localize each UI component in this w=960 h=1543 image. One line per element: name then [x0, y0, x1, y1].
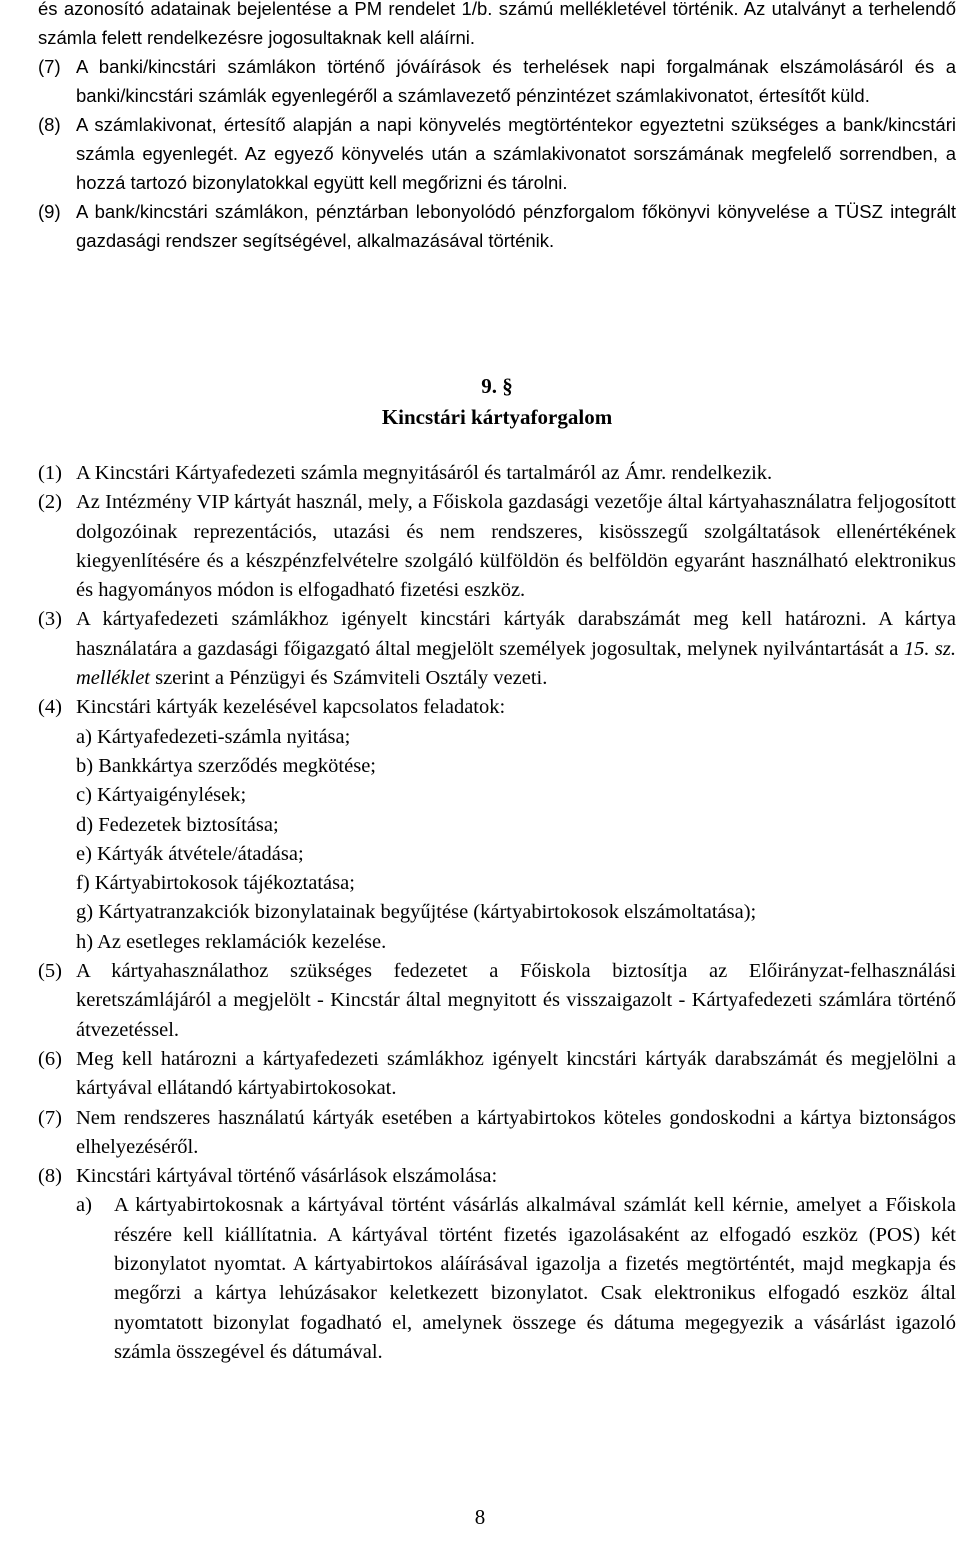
- paragraph-number: (3): [38, 608, 62, 631]
- paragraph-number: (6): [38, 1047, 62, 1070]
- paragraph-text: A banki/kincstári számlákon történő jóváírások és terhelések napi forgalmának elszámolásáról és a banki/kincstári számlák egyenlegéről a számlavezető pénzintézet számlakivonatot, értesítőt küld.: [76, 56, 956, 106]
- paragraph-number: (2): [38, 491, 62, 514]
- paragraph-text: Meg kell határozni a kártyafedezeti számlákhoz igényelt kincstári kártyák darabszámát és megjelölni a kártyával ellátandó kártyabirtokosokat.: [76, 1047, 956, 1100]
- section-paragraph-5: [38, 957, 956, 1045]
- list-item: h) Az esetleges reklamációk kezelése.: [76, 930, 387, 953]
- section-paragraph-1: [38, 459, 956, 488]
- section-paragraph-8a: [38, 1191, 956, 1367]
- section-paragraph-4: [38, 693, 956, 722]
- list-item: d) Fedezetek biztosítása;: [76, 813, 279, 836]
- paragraph-text: Kincstári kártyával történő vásárlások elszámolása:: [76, 1165, 498, 1188]
- paragraph-text: A számlakivonat, értesítő alapján a napi könyvelés megtörténtekor egyeztetni szükséges a bank/kincstári számla egyenlegét. Az egyező könyvelés után a számlakivonatot sorszámának megfelelő sorrendben, a hozzá tartozó bizonylatokkal együtt kell megőrizni és tárolni.: [76, 114, 956, 193]
- paragraph-text: Az Intézmény VIP kártyát használ, mely, a Főiskola gazdasági vezetője által kártyahasználatra feljogosított dolgozóinak reprezentációs, utazási és nem rendszeres, kisösszegű szolgáltatások ellenértékének kiegyenlítésére és a készpénzfelvételre szolgáló külföldön és belföldön egyaránt használható elektronikus és hagyományos módon is elfogadható fizetési eszköz.: [76, 491, 956, 602]
- paragraph-text-end: szerint a Pénzügyi és Számviteli Osztály vezeti.: [149, 667, 548, 690]
- list-item: b) Bankkártya szerződés megkötése;: [76, 754, 376, 777]
- paragraph-number: (8): [38, 1165, 62, 1188]
- paragraph-text: A bank/kincstári számlákon, pénztárban lebonyolódó pénzforgalom főkönyvi könyvelése a TÜSZ integrált gazdasági rendszer segítségével, alkalmazásával történik.: [76, 201, 956, 251]
- paragraph-text: Kincstári kártyák kezelésével kapcsolatos feladatok:: [76, 696, 506, 719]
- task-list: [38, 723, 956, 957]
- paragraph-number: (1): [38, 462, 62, 484]
- paragraph-number: (5): [38, 960, 62, 983]
- section-title: Kincstári kártyaforgalom: [381, 405, 613, 429]
- paragraph-number: (7): [38, 1106, 62, 1129]
- paragraph-7: [38, 52, 956, 110]
- top-block: [38, 0, 956, 255]
- paragraph-text: Nem rendszeres használatú kártyák esetében a kártyabirtokos köteles gondoskodni a kártya biztonságos elhelyezéséről.: [76, 1106, 956, 1158]
- paragraph-text: A kártyahasználathoz szükséges fedezetet a Főiskola biztosítja az Előirányzat-felhasználási keretszámlájáról a megjelölt - Kincstár által megnyitott és visszaigazolt - Kártyafedezeti számlára történő átvezetéssel.: [76, 960, 956, 1041]
- section-paragraph-6: [38, 1045, 956, 1104]
- subparagraph-letter: a): [76, 1194, 92, 1217]
- annex-reference: 15. sz. melléklet: [76, 637, 956, 690]
- paragraph-number: (4): [38, 696, 62, 719]
- list-item: e) Kártyák átvétele/átadása;: [76, 842, 304, 865]
- section-number: 9. §: [481, 374, 513, 398]
- section-paragraph-3: [38, 605, 956, 693]
- paragraph-number: (9): [38, 201, 61, 222]
- section-paragraph-2: [38, 488, 956, 605]
- paragraph-8: [38, 110, 956, 197]
- paragraph-text: A kártyafedezeti számlákhoz igényelt kincstári kártyák darabszámát meg kell határozni. A kártya használatára a gazdasági főigazgató által megjelölt személyek jogosultak, melynek nyilvántartását a: [76, 608, 956, 660]
- intro-paragraph: és azonosító adatainak bejelentése a PM rendelet 1/b. számú mellékletével történik. Az utalványt a terhelendő számla felett rendelkezésre jogosultaknak kell aláírni.: [38, 0, 956, 48]
- page-number: 8: [474, 1505, 486, 1529]
- paragraph-number: (8): [38, 114, 61, 135]
- paragraph-number: (7): [38, 56, 61, 77]
- list-item: f) Kártyabirtokosok tájékoztatása;: [76, 872, 355, 895]
- list-item: a) Kártyafedezeti-számla nyitása;: [76, 725, 351, 748]
- paragraph-text: A Kincstári Kártyafedezeti számla megnyitásáról és tartalmáról az Ámr. rendelkezik.: [76, 462, 773, 484]
- paragraph-text: A kártyabirtokosnak a kártyával történt vásárlás alkalmával számlát kell kérnie, amelyet a Főiskola részére kell kiállítatnia. A kártyával történt fizetés igazolásaként az elfogadó eszköz (POS) két bizonylatot nyomtat. A kártyabirtokos aláírásával igazolja a fizetés megtörténtét, majd megkapja és megőrzi a kártya lehúzásakor keletkezett bizonylatot. Csak elektronikus elfogadó eszköz által nyomtatott bizonylat fogadható el, amelynek összege és dátuma megegyezik a vásárlást igazoló számla összegével és dátumával.: [114, 1194, 956, 1363]
- list-item: c) Kártyaigénylések;: [76, 784, 247, 807]
- section-body: [38, 459, 956, 1367]
- list-item: g) Kártyatranzakciók bizonylatainak begyűjtése (kártyabirtokosok elszámoltatása);: [76, 901, 757, 924]
- section-paragraph-8: [38, 1162, 956, 1191]
- section-paragraph-7: [38, 1104, 956, 1163]
- paragraph-9: [38, 197, 956, 255]
